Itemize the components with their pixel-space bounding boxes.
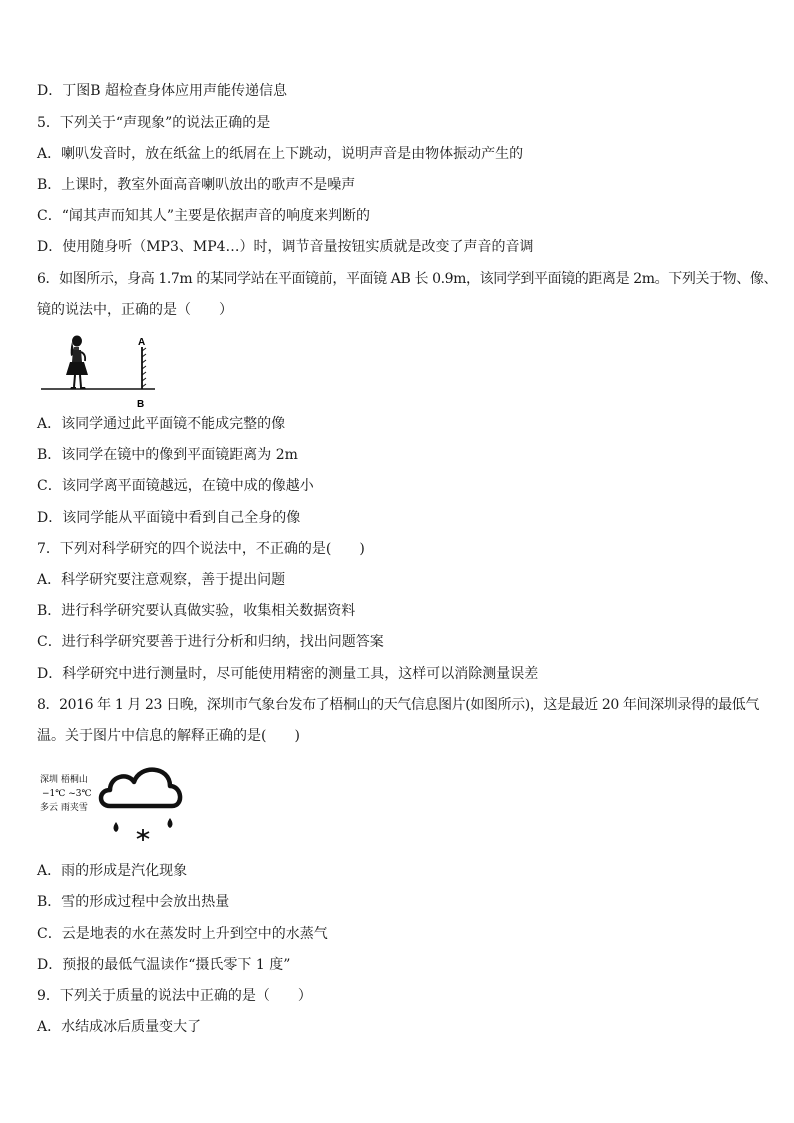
question-7-option-a: A．科学研究要注意观察，善于提出问题 xyxy=(37,572,286,588)
question-6-option-c: C．该同学离平面镜越远，在镜中成的像越小 xyxy=(37,478,314,494)
question-8-option-c: C．云是地表的水在蒸发时上升到空中的水蒸气 xyxy=(37,926,328,942)
question-7-option-b: B．进行科学研究要认真做实验，收集相关数据资料 xyxy=(37,603,356,619)
weather-temperature-text: −1℃ ~3℃ xyxy=(42,789,92,799)
question-6-option-d: D．该同学能从平面镜中看到自己全身的像 xyxy=(37,510,301,526)
plane-mirror xyxy=(142,347,146,389)
question-6-stem-line1: 6．如图所示，身高 1.7m 的某同学站在平面镜前，平面镜 AB 长 0.9m，该同学到平面镜的距离是 2m。下列关于物、像、 xyxy=(37,271,778,287)
question-8-option-d: D．预报的最低气温读作“摄氏零下 1 度” xyxy=(37,957,291,973)
question-5-option-b: B．上课时，教室外面高音喇叭放出的歌声不是噪声 xyxy=(37,177,356,193)
question-7-option-c: C．进行科学研究要善于进行分析和归纳，找出问题答案 xyxy=(37,634,384,650)
question-7-stem: 7．下列对科学研究的四个说法中，不正确的是( ) xyxy=(37,541,365,557)
mirror-label-b: B xyxy=(137,399,145,410)
question-5-option-c: C．“闻其声而知其人”主要是依据声音的响度来判断的 xyxy=(37,208,371,224)
question-8-option-b: B．雪的形成过程中会放出热量 xyxy=(37,894,230,910)
weather-condition-text: 多云 雨夹雪 xyxy=(40,803,88,813)
weather-figure xyxy=(36,760,186,850)
snowflake-icon xyxy=(137,829,149,841)
mirror-label-a: A xyxy=(138,337,146,348)
question-6-option-a: A．该同学通过此平面镜不能成完整的像 xyxy=(37,416,286,432)
question-5-option-a: A．喇叭发音时，放在纸盆上的纸屑在上下跳动，说明声音是由物体振动产生的 xyxy=(37,146,524,162)
question-6-option-b: B．该同学在镜中的像到平面镜距离为 2m xyxy=(37,447,298,463)
question-7-option-d: D．科学研究中进行测量时，尽可能使用精密的测量工具，这样可以消除测量误差 xyxy=(37,666,539,682)
text-line-d-ultrasound: D．丁图B 超检查身体应用声能传递信息 xyxy=(37,83,287,99)
girl-figure xyxy=(66,336,88,390)
raindrop-icon-right xyxy=(168,818,173,828)
question-9-option-a: A．水结成冰后质量变大了 xyxy=(37,1019,202,1035)
raindrop-icon-left xyxy=(114,822,119,832)
cloud-icon xyxy=(101,770,180,806)
question-8-option-a: A．雨的形成是汽化现象 xyxy=(37,863,188,879)
question-9-stem: 9．下列关于质量的说法中正确的是（ ） xyxy=(37,988,312,1004)
question-5-option-d: D．使用随身听（MP3、MP4…）时，调节音量按钮实质就是改变了声音的音调 xyxy=(37,239,534,255)
question-8-stem-line1: 8．2016 年 1 月 23 日晚，深圳市气象台发布了梧桐山的天气信息图片(如图所示)，这是最近 20 年间深圳录得的最低气 xyxy=(37,697,759,713)
weather-location-text: 深圳 梧桐山 xyxy=(40,775,88,785)
question-5-stem: 5．下列关于“声现象”的说法正确的是 xyxy=(37,115,271,131)
question-6-stem-line2: 镜的说法中，正确的是（ ） xyxy=(37,302,233,318)
mirror-figure xyxy=(40,333,160,413)
question-8-stem-line2: 温。关于图片中信息的解释正确的是( ) xyxy=(37,728,300,744)
